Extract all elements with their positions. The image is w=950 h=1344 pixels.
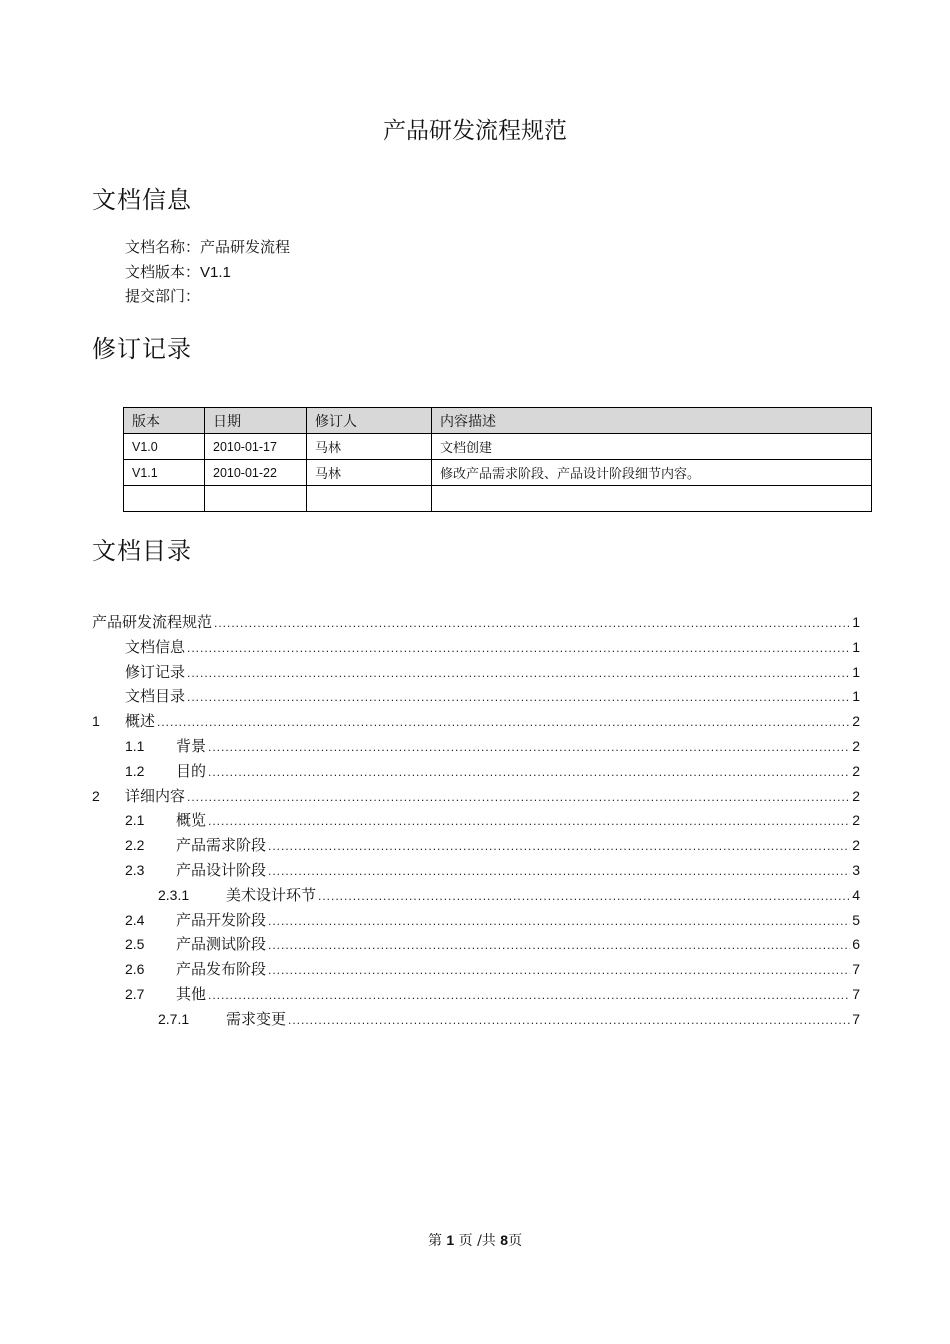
date-cell: 2010-01-22 xyxy=(205,460,307,486)
version-cell: V1.1 xyxy=(124,460,205,486)
toc-entry-text: 产品测试阶段 xyxy=(176,935,267,954)
footer-middle: 页 /共 xyxy=(458,1233,496,1249)
toc-entry-number: 1 xyxy=(92,713,100,730)
revision-header-row xyxy=(124,408,872,434)
toc-page-number: 2 xyxy=(852,787,860,804)
toc-entry[interactable] xyxy=(92,834,860,859)
toc-entry[interactable] xyxy=(92,760,860,785)
toc-entry-text: 背景 xyxy=(176,736,207,755)
toc-leader xyxy=(187,666,850,680)
toc-leader xyxy=(268,914,850,928)
toc-page-number: 1 xyxy=(852,688,860,705)
toc-leader xyxy=(288,1013,850,1027)
toc-entry-text: 产品需求阶段 xyxy=(176,836,267,855)
toc-entry-number: 1.2 xyxy=(125,762,145,779)
table-row xyxy=(124,486,872,512)
toc-entry[interactable] xyxy=(92,1008,860,1033)
toc-page-number: 2 xyxy=(852,812,860,829)
toc-page-number: 7 xyxy=(852,985,860,1002)
doc-version-line xyxy=(125,261,231,282)
toc-entry-text: 产品开发阶段 xyxy=(176,910,267,929)
toc-entry-text: 其他 xyxy=(176,984,207,1003)
table-row xyxy=(124,460,872,486)
footer-prefix: 第 xyxy=(427,1233,442,1249)
column-header: 版本 xyxy=(124,408,205,434)
description-cell xyxy=(432,486,872,512)
toc-leader xyxy=(208,765,850,779)
toc-page-number: 7 xyxy=(852,1010,860,1027)
toc-entry[interactable] xyxy=(92,909,860,934)
footer-total-pages: 8 xyxy=(500,1232,509,1248)
toc-entry-number: 2.3 xyxy=(125,861,145,878)
toc-entry-number: 2.4 xyxy=(125,911,145,928)
author-cell xyxy=(307,486,432,512)
toc-page-number: 3 xyxy=(852,861,860,878)
doc-name-value: 产品研发流程 xyxy=(200,238,291,256)
toc-entry-text: 产品研发流程规范 xyxy=(92,613,213,631)
toc-entry-number: 2.3.1 xyxy=(158,886,190,903)
doc-version-value: V1.1 xyxy=(200,264,231,281)
doc-name-line xyxy=(125,236,290,257)
toc-entry-text: 产品发布阶段 xyxy=(176,960,267,979)
doc-info-heading: 文档信息 xyxy=(92,186,192,214)
toc-page-number: 2 xyxy=(852,713,860,730)
toc-leader xyxy=(268,963,850,977)
doc-dept-line xyxy=(125,285,200,306)
toc-page-number: 5 xyxy=(852,911,860,928)
toc-leader xyxy=(268,938,850,952)
toc-leader xyxy=(214,616,850,630)
toc-leader xyxy=(187,790,850,804)
toc-entry[interactable] xyxy=(92,611,860,636)
toc-entry[interactable] xyxy=(92,958,860,983)
toc-entry[interactable] xyxy=(92,636,860,661)
date-cell: 2010-01-17 xyxy=(205,434,307,460)
toc-leader xyxy=(157,715,850,729)
toc-entry-text: 产品设计阶段 xyxy=(176,860,267,879)
toc-entry-text: 美术设计环节 xyxy=(226,885,317,904)
toc-entry-number: 1.1 xyxy=(125,737,145,754)
toc-entry-number: 2.7.1 xyxy=(158,1010,190,1027)
doc-version-label: 文档版本： xyxy=(125,263,201,281)
toc-entry-number: 2.6 xyxy=(125,961,145,978)
column-header: 修订人 xyxy=(307,408,432,434)
toc-entry-text: 需求变更 xyxy=(226,1009,287,1028)
column-header: 内容描述 xyxy=(432,408,872,434)
description-cell: 修改产品需求阶段、产品设计阶段细节内容。 xyxy=(432,460,872,486)
toc-leader xyxy=(208,988,850,1002)
toc-entry-text: 文档目录 xyxy=(125,687,186,706)
table-row xyxy=(124,434,872,460)
toc-entry-text: 概述 xyxy=(125,712,156,731)
footer-current-page: 1 xyxy=(446,1232,455,1248)
author-cell: 马林 xyxy=(307,434,432,460)
toc-page-number: 2 xyxy=(852,762,860,779)
toc-entry-text: 详细内容 xyxy=(125,786,186,805)
version-cell: V1.0 xyxy=(124,434,205,460)
toc-entry[interactable] xyxy=(92,859,860,884)
toc-page-number: 2 xyxy=(852,737,860,754)
toc-entry-number: 2.1 xyxy=(125,812,145,829)
page-footer xyxy=(0,1230,950,1250)
toc-entry-number: 2.2 xyxy=(125,837,145,854)
toc-entry-text: 文档信息 xyxy=(125,637,186,656)
toc-entry[interactable] xyxy=(92,884,860,909)
revision-heading: 修订记录 xyxy=(92,335,192,363)
toc-heading: 文档目录 xyxy=(92,537,192,565)
toc-leader xyxy=(318,889,850,903)
toc-entry-number: 2 xyxy=(92,787,100,804)
toc-page-number: 7 xyxy=(852,961,860,978)
doc-name-label: 文档名称： xyxy=(125,238,201,256)
toc-entry-number: 2.7 xyxy=(125,985,145,1002)
doc-dept-label: 提交部门： xyxy=(125,287,201,305)
description-cell: 文档创建 xyxy=(432,434,872,460)
toc-leader xyxy=(187,641,850,655)
document-title: 产品研发流程规范 xyxy=(383,118,567,144)
toc-entry-text: 概览 xyxy=(176,811,207,830)
toc-leader xyxy=(187,690,850,704)
toc-entry-text: 目的 xyxy=(176,761,207,780)
date-cell xyxy=(205,486,307,512)
toc-page-number: 6 xyxy=(852,936,860,953)
toc-leader xyxy=(268,839,850,853)
toc-entry[interactable] xyxy=(92,710,860,735)
author-cell: 马林 xyxy=(307,460,432,486)
footer-suffix: 页 xyxy=(508,1233,523,1249)
toc-entry-number: 2.5 xyxy=(125,936,145,953)
version-cell xyxy=(124,486,205,512)
toc-entry[interactable] xyxy=(92,809,860,834)
toc-entry[interactable] xyxy=(92,685,860,710)
toc-entry-text: 修订记录 xyxy=(125,662,186,681)
toc-entry[interactable] xyxy=(92,661,860,686)
toc-leader xyxy=(208,814,850,828)
toc-page-number: 2 xyxy=(852,837,860,854)
column-header: 日期 xyxy=(205,408,307,434)
toc-page-number: 1 xyxy=(852,614,860,630)
toc-leader xyxy=(268,864,850,878)
table-of-contents xyxy=(92,611,860,1033)
toc-leader xyxy=(208,740,850,754)
toc-entry[interactable] xyxy=(92,785,860,810)
toc-entry[interactable] xyxy=(92,735,860,760)
toc-entry[interactable] xyxy=(92,933,860,958)
toc-page-number: 1 xyxy=(852,638,860,655)
toc-page-number: 4 xyxy=(852,886,860,903)
toc-page-number: 1 xyxy=(852,663,860,680)
toc-entry[interactable] xyxy=(92,983,860,1008)
revision-table xyxy=(123,407,872,512)
